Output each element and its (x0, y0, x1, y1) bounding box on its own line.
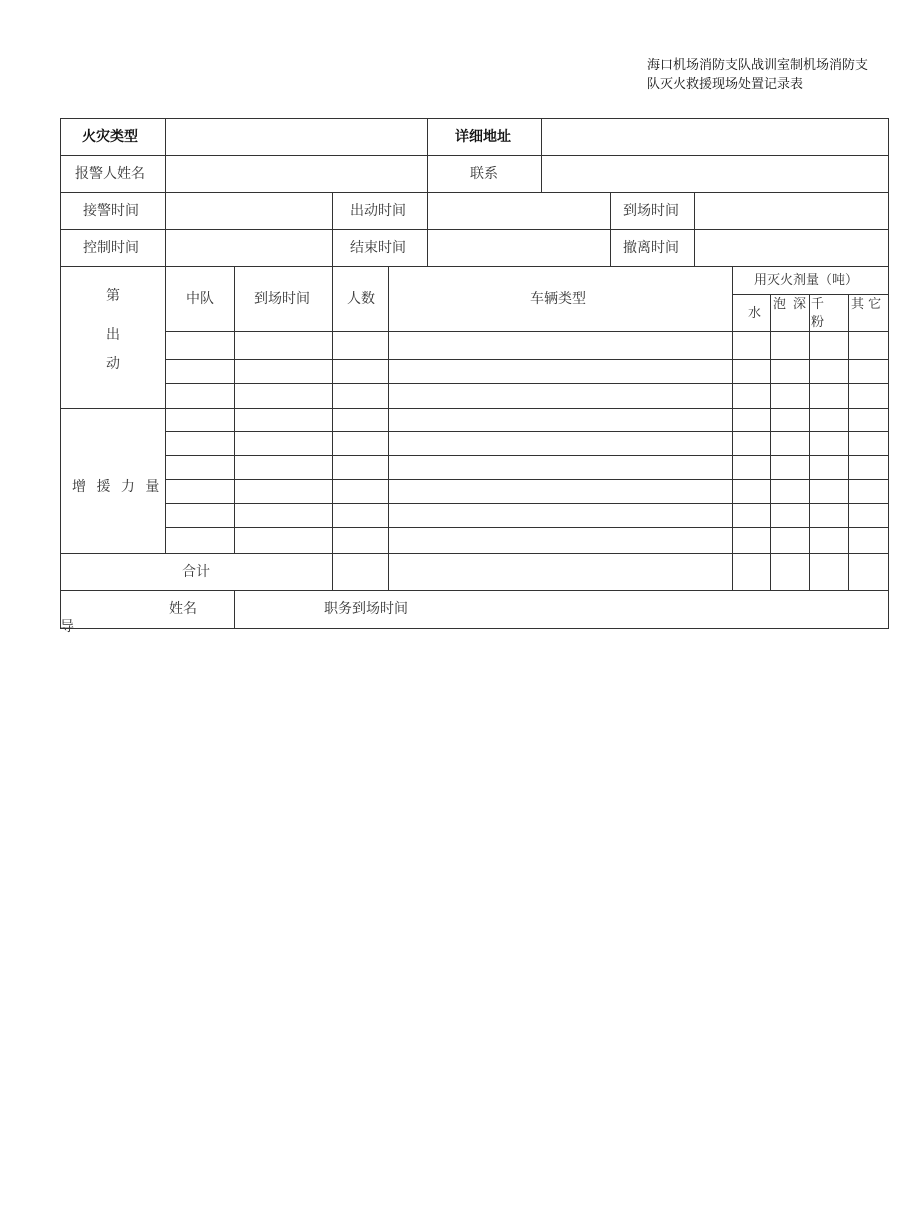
address-label: 详细地址 (455, 129, 511, 145)
fire-type-label: 火灾类型 (82, 129, 138, 145)
agent-powder-header-b: 粉 (811, 315, 825, 330)
total-label: 合计 (182, 564, 210, 580)
agent-foam-header-b: 深 (793, 297, 807, 312)
agent-amount-header: 用灭火剂量（吨） (754, 273, 859, 288)
contact-label: 联系 (470, 166, 498, 182)
agent-foam-header-a: 泡 (773, 297, 787, 312)
agent-powder-header-a: 千 (811, 297, 825, 312)
agent-water-header: 水 (748, 306, 762, 321)
col-team-header: 中队 (186, 291, 214, 307)
arrival-time-label: 到场时间 (623, 203, 679, 219)
first-dispatch-char-2: 出 (106, 327, 120, 343)
title-line-2: 队灭火救援现场处置记录表 (647, 77, 804, 92)
control-time-label: 控制时间 (83, 240, 139, 256)
first-dispatch-char-3: 动 (106, 356, 120, 372)
leader-duty-arrival-label: 职务到场时间 (324, 601, 408, 617)
dispatch-time-label: 出动时间 (350, 203, 406, 219)
title-line-1: 海口机场消防支队战训室制机场消防支 (647, 58, 869, 73)
end-time-label: 结束时间 (350, 240, 406, 256)
col-people-header: 人数 (347, 291, 375, 307)
table-grid-lines (60, 118, 889, 629)
agent-other-header: 其 它 (851, 297, 882, 312)
leader-name-label: 姓名 (169, 601, 197, 617)
record-form-table (60, 118, 889, 629)
col-vehicle-header: 车辆类型 (530, 291, 586, 307)
withdraw-time-label: 撤离时间 (623, 240, 679, 256)
receive-time-label: 接警时间 (83, 203, 139, 219)
reporter-name-label: 报警人姓名 (75, 166, 145, 182)
document-title (647, 56, 897, 94)
col-arrival-header: 到场时间 (254, 291, 310, 307)
first-dispatch-char-1: 第 (106, 288, 120, 304)
leader-label-fragment: 导 (60, 619, 74, 635)
reinforcement-label: 增 援 力 量 (72, 479, 163, 495)
